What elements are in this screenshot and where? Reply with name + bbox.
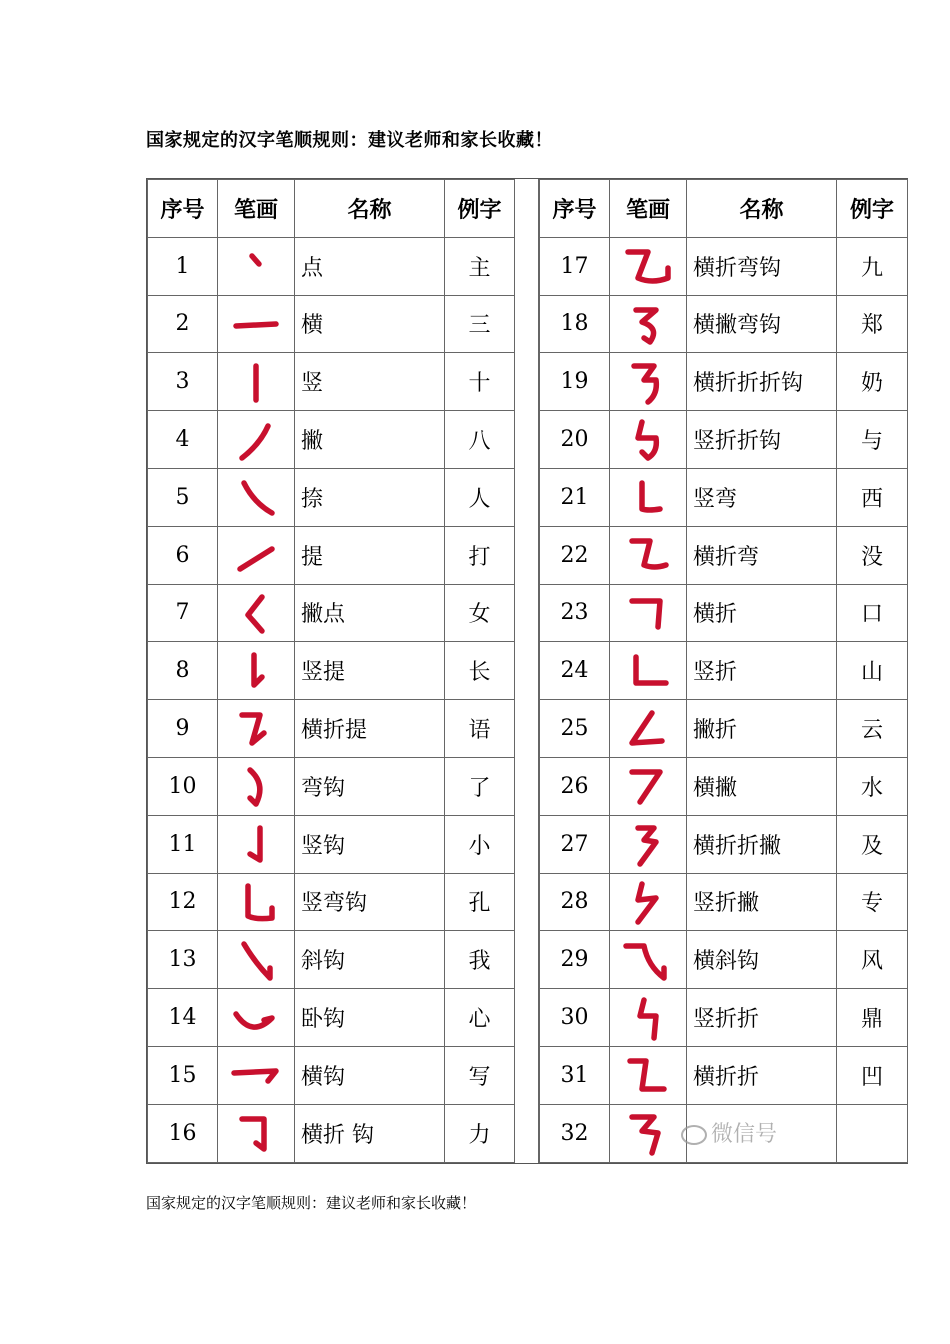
hengzhezhezhegou-stroke-icon — [618, 358, 678, 406]
stroke-name: 提 — [295, 526, 445, 584]
stroke-name: 横撇 — [687, 757, 837, 815]
stroke-glyph-cell — [218, 931, 295, 989]
stroke-glyph-cell — [610, 353, 687, 411]
page-title: 国家规定的汉字笔顺规则：建议老师和家长收藏！ — [146, 130, 553, 151]
stroke-name: 撇点 — [295, 584, 445, 642]
stroke-name: 横撇弯钩 — [687, 295, 837, 353]
stroke-name: 横折折 — [687, 1046, 837, 1104]
example-character: 了 — [445, 757, 515, 815]
example-character: 我 — [445, 931, 515, 989]
example-character: 心 — [445, 989, 515, 1047]
example-character: 力 — [445, 1104, 515, 1162]
stroke-name: 横折弯钩 — [687, 237, 837, 295]
stroke-glyph-cell — [610, 237, 687, 295]
shuti-stroke-icon — [226, 647, 286, 695]
stroke-glyph-cell — [610, 584, 687, 642]
stroke-name: 弯钩 — [295, 757, 445, 815]
table-row — [148, 642, 515, 700]
example-character: 人 — [445, 468, 515, 526]
table-row — [540, 989, 908, 1047]
watermark-text: 微信号 — [711, 1122, 778, 1147]
example-character: 专 — [837, 873, 908, 931]
stroke-name: 捺 — [295, 468, 445, 526]
piezhe-stroke-icon — [618, 705, 678, 753]
stroke-name: 横折 — [687, 584, 837, 642]
table-row — [148, 584, 515, 642]
example-character: 十 — [445, 353, 515, 411]
table-row — [540, 584, 908, 642]
stroke-name: 点 — [295, 237, 445, 295]
stroke-name: 撇 — [295, 411, 445, 469]
stroke-number: 17 — [540, 237, 610, 295]
table-row — [540, 873, 908, 931]
example-character: 孔 — [445, 873, 515, 931]
stroke-glyph-cell — [218, 353, 295, 411]
table-row — [540, 237, 908, 295]
stroke-number: 31 — [540, 1046, 610, 1104]
example-character: 鼎 — [837, 989, 908, 1047]
example-character: 女 — [445, 584, 515, 642]
example-character: 山 — [837, 642, 908, 700]
stroke-name: 撇折 — [687, 700, 837, 758]
example-character: 郑 — [837, 295, 908, 353]
stroke-number: 10 — [148, 757, 218, 815]
stroke-glyph-cell — [610, 815, 687, 873]
table-row — [540, 353, 908, 411]
example-character: 没 — [837, 526, 908, 584]
stroke-name: 竖提 — [295, 642, 445, 700]
example-character: 凹 — [837, 1046, 908, 1104]
col-header-number: 序号 — [148, 180, 218, 238]
stroke-number: 1 — [148, 237, 218, 295]
stroke-glyph-cell — [218, 757, 295, 815]
stroke-name: 横折提 — [295, 700, 445, 758]
stroke-number: 20 — [540, 411, 610, 469]
example-character: 九 — [837, 237, 908, 295]
stroke-number: 14 — [148, 989, 218, 1047]
example-character: 小 — [445, 815, 515, 873]
stroke-glyph-cell — [610, 931, 687, 989]
table-row — [148, 1104, 515, 1162]
hengxiegou-stroke-icon — [618, 936, 678, 984]
example-character: 口 — [837, 584, 908, 642]
stroke-glyph-cell — [218, 873, 295, 931]
example-character: 及 — [837, 815, 908, 873]
col-header-stroke: 笔画 — [218, 180, 295, 238]
hengzhegou-stroke-icon — [226, 1109, 286, 1157]
stroke-glyph-cell — [218, 989, 295, 1047]
stroke-number: 6 — [148, 526, 218, 584]
stroke-glyph-cell — [218, 468, 295, 526]
example-character: 三 — [445, 295, 515, 353]
example-character: 主 — [445, 237, 515, 295]
shuwangou-stroke-icon — [226, 878, 286, 926]
col-header-stroke: 笔画 — [610, 180, 687, 238]
stroke-name: 竖钩 — [295, 815, 445, 873]
ti-stroke-icon — [226, 531, 286, 579]
stroke-glyph-cell — [610, 1104, 687, 1162]
stroke-number: 15 — [148, 1046, 218, 1104]
stroke-name: 竖折撇 — [687, 873, 837, 931]
hengzhezhe-stroke-icon — [618, 1051, 678, 1099]
stroke-glyph-cell — [610, 873, 687, 931]
stroke-number: 5 — [148, 468, 218, 526]
shuzhezhegou-stroke-icon — [618, 416, 678, 464]
example-character: 八 — [445, 411, 515, 469]
header-row-right — [540, 180, 908, 238]
stroke-number: 23 — [540, 584, 610, 642]
table-row — [148, 237, 515, 295]
hengzhewangou-stroke-icon — [618, 242, 678, 290]
stroke-glyph-cell — [218, 642, 295, 700]
heng-stroke-icon — [226, 300, 286, 348]
pie-stroke-icon — [226, 416, 286, 464]
stroke-number: 26 — [540, 757, 610, 815]
stroke-number: 9 — [148, 700, 218, 758]
stroke-number: 19 — [540, 353, 610, 411]
table-row — [540, 295, 908, 353]
stroke-glyph-cell — [610, 468, 687, 526]
stroke-glyph-cell — [218, 526, 295, 584]
shuzhe-stroke-icon — [618, 647, 678, 695]
table-row — [148, 931, 515, 989]
stroke-glyph-cell — [218, 237, 295, 295]
stroke-table-right — [539, 179, 908, 1163]
stroke-name: 卧钩 — [295, 989, 445, 1047]
example-character: 奶 — [837, 353, 908, 411]
table-row — [148, 295, 515, 353]
stroke-number: 30 — [540, 989, 610, 1047]
stroke-glyph-cell — [218, 815, 295, 873]
stroke-number: 22 — [540, 526, 610, 584]
example-character: 长 — [445, 642, 515, 700]
stroke-number: 16 — [148, 1104, 218, 1162]
example-character: 云 — [837, 700, 908, 758]
stroke-name: 竖折 — [687, 642, 837, 700]
shuzhepie-stroke-icon — [618, 878, 678, 926]
table-row — [148, 526, 515, 584]
example-character: 写 — [445, 1046, 515, 1104]
stroke-number: 18 — [540, 295, 610, 353]
stroke-number: 29 — [540, 931, 610, 989]
stroke-number: 3 — [148, 353, 218, 411]
stroke-glyph-cell — [218, 1104, 295, 1162]
stroke-name: 横 — [295, 295, 445, 353]
wogou-stroke-icon — [226, 994, 286, 1042]
example-character: 风 — [837, 931, 908, 989]
stroke-glyph-cell — [218, 295, 295, 353]
stroke-number: 2 — [148, 295, 218, 353]
example-character: 与 — [837, 411, 908, 469]
wechat-icon — [681, 1125, 707, 1145]
stroke-number: 25 — [540, 700, 610, 758]
example-character: 语 — [445, 700, 515, 758]
table-row — [148, 353, 515, 411]
stroke-name: 竖弯 — [687, 468, 837, 526]
col-header-number: 序号 — [540, 180, 610, 238]
table-gap — [514, 179, 539, 1163]
stroke-table-left — [147, 179, 515, 1163]
table-row — [540, 1046, 908, 1104]
stroke-table-frame — [146, 178, 908, 1164]
table-row — [148, 411, 515, 469]
header-row-left — [148, 180, 515, 238]
stroke-name: 横折折撇 — [687, 815, 837, 873]
caption: 国家规定的汉字笔顺规则：建议老师和家长收藏！ — [146, 1194, 477, 1212]
shuwan-stroke-icon — [618, 473, 678, 521]
hengzheti-stroke-icon — [226, 705, 286, 753]
dian-stroke-icon — [226, 242, 286, 290]
stroke-glyph-cell — [610, 526, 687, 584]
stroke-number: 32 — [540, 1104, 610, 1162]
stroke-number: 21 — [540, 468, 610, 526]
stroke-glyph-cell — [610, 757, 687, 815]
stroke-number: 8 — [148, 642, 218, 700]
hengzhezhepie-stroke-icon — [618, 820, 678, 868]
table-row — [540, 526, 908, 584]
table-row — [148, 873, 515, 931]
table-row — [148, 700, 515, 758]
hengzhezhezhe-stroke-icon — [618, 1109, 678, 1157]
stroke-name: 斜钩 — [295, 931, 445, 989]
stroke-number: 4 — [148, 411, 218, 469]
stroke-name: 竖 — [295, 353, 445, 411]
example-character — [837, 1104, 908, 1162]
na-stroke-icon — [226, 473, 286, 521]
col-header-name: 名称 — [687, 180, 837, 238]
xiegou-stroke-icon — [226, 936, 286, 984]
stroke-name: 横折 钩 — [295, 1104, 445, 1162]
stroke-number: 13 — [148, 931, 218, 989]
stroke-number: 27 — [540, 815, 610, 873]
shu-stroke-icon — [226, 358, 286, 406]
stroke-number: 7 — [148, 584, 218, 642]
stroke-glyph-cell — [610, 700, 687, 758]
table-row — [148, 468, 515, 526]
stroke-glyph-cell — [610, 295, 687, 353]
stroke-name: 横斜钩 — [687, 931, 837, 989]
table-row — [148, 989, 515, 1047]
wangou-stroke-icon — [226, 762, 286, 810]
stroke-number: 28 — [540, 873, 610, 931]
stroke-glyph-cell — [218, 1046, 295, 1104]
table-row — [540, 642, 908, 700]
stroke-name: 竖折折 — [687, 989, 837, 1047]
piedian-stroke-icon — [226, 589, 286, 637]
col-header-example: 例字 — [837, 180, 908, 238]
col-header-name: 名称 — [295, 180, 445, 238]
hengpiewangou-stroke-icon — [618, 300, 678, 348]
stroke-glyph-cell — [218, 584, 295, 642]
shuzhezhe-stroke-icon — [618, 994, 678, 1042]
stroke-glyph-cell — [218, 700, 295, 758]
stroke-glyph-cell — [218, 411, 295, 469]
table-row — [148, 757, 515, 815]
hengpie-stroke-icon — [618, 762, 678, 810]
watermark — [681, 1117, 777, 1148]
example-character: 水 — [837, 757, 908, 815]
stroke-name: 横折折折钩 — [687, 353, 837, 411]
table-row — [540, 757, 908, 815]
table-row — [540, 931, 908, 989]
stroke-glyph-cell — [610, 411, 687, 469]
stroke-name: 横折弯 — [687, 526, 837, 584]
stroke-name: 竖折折钩 — [687, 411, 837, 469]
table-row — [540, 468, 908, 526]
table-row — [148, 815, 515, 873]
table-row — [540, 411, 908, 469]
stroke-glyph-cell — [610, 1046, 687, 1104]
hengzhewan-stroke-icon — [618, 531, 678, 579]
example-character: 打 — [445, 526, 515, 584]
stroke-number: 24 — [540, 642, 610, 700]
stroke-number: 11 — [148, 815, 218, 873]
stroke-number: 12 — [148, 873, 218, 931]
table-row — [148, 1046, 515, 1104]
col-header-example: 例字 — [445, 180, 515, 238]
stroke-name: 竖弯钩 — [295, 873, 445, 931]
henggou-stroke-icon — [226, 1051, 286, 1099]
table-row — [540, 700, 908, 758]
table-row — [540, 815, 908, 873]
stroke-glyph-cell — [610, 989, 687, 1047]
example-character: 西 — [837, 468, 908, 526]
stroke-name: 横钩 — [295, 1046, 445, 1104]
hengzhe-stroke-icon — [618, 589, 678, 637]
stroke-glyph-cell — [610, 642, 687, 700]
shugou-stroke-icon — [226, 820, 286, 868]
